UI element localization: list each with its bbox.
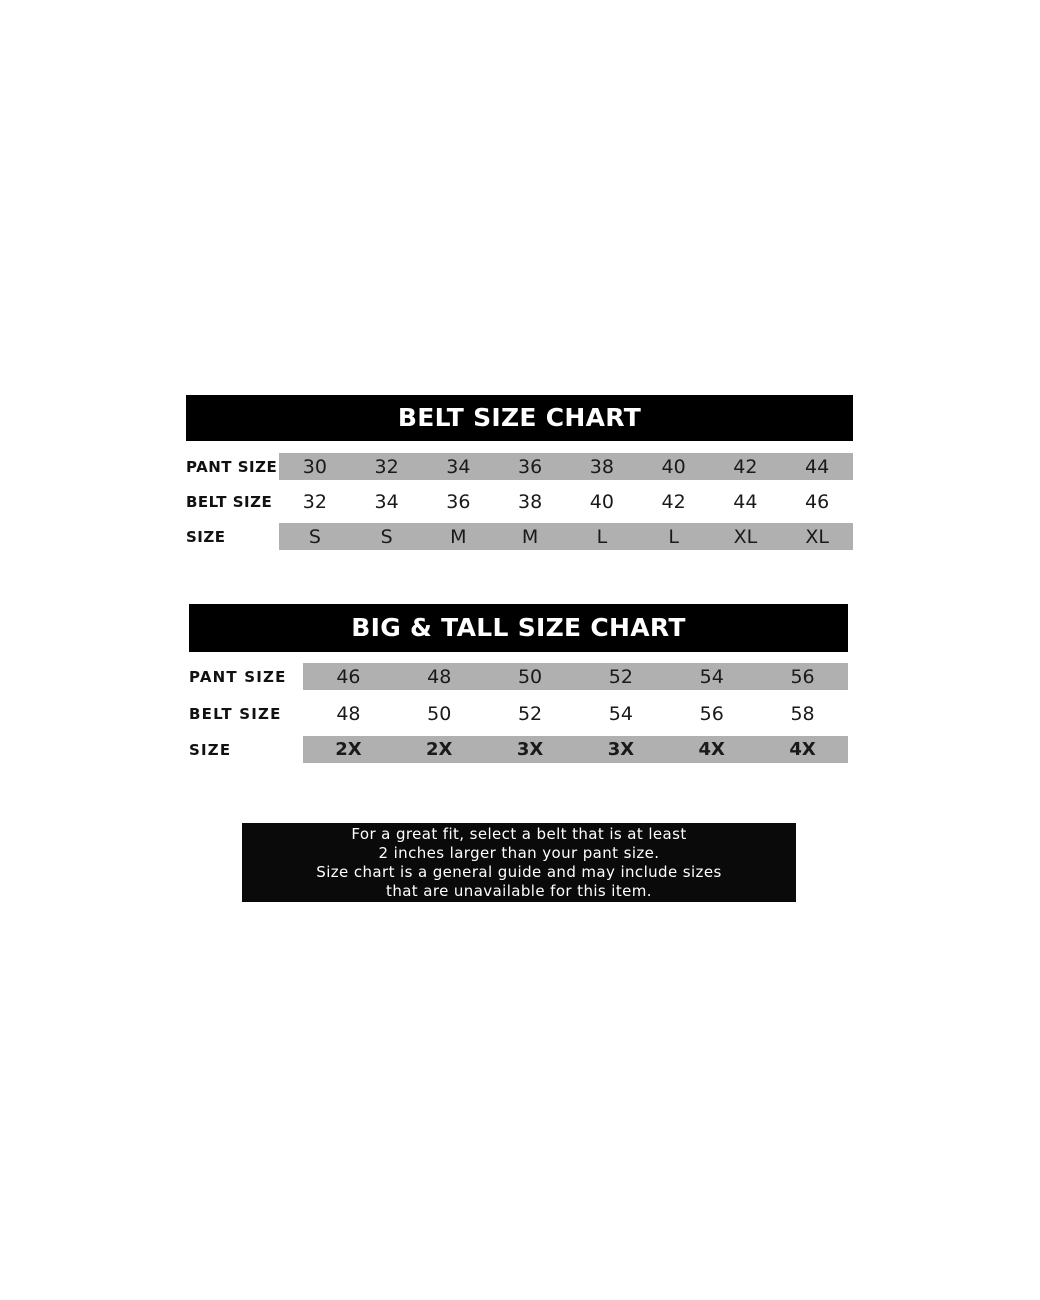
table-cell: 50	[517, 665, 543, 688]
table-cell: 34	[374, 490, 399, 513]
table-cell: 32	[302, 490, 327, 513]
table-cell: 52	[608, 665, 633, 688]
table-cell: 4X	[698, 739, 725, 760]
table-cell: 54	[608, 702, 633, 725]
row-label: BELT SIZE	[189, 704, 282, 723]
table-cell: 38	[518, 490, 543, 513]
row-label: SIZE	[189, 740, 232, 759]
table-cell: 34	[446, 455, 471, 478]
table-cell: 56	[699, 702, 724, 725]
table-cell: M	[521, 525, 539, 548]
big-tall-size-chart	[189, 604, 848, 763]
table-cell: 2X	[426, 739, 453, 760]
row-label: BELT SIZE	[186, 492, 273, 511]
table-cell: 40	[589, 490, 614, 513]
row-label: PANT SIZE	[186, 457, 278, 476]
note-line: For a great fit, select a belt that is at least	[351, 824, 687, 843]
table-cell: 58	[790, 702, 815, 725]
table-cell: 48	[336, 702, 361, 725]
big-tall-size-chart-title: BIG & TALL SIZE CHART	[189, 604, 848, 652]
table-cell: 54	[699, 665, 724, 688]
size-row	[189, 736, 848, 763]
belt-size-row	[189, 700, 848, 727]
table-cell: 44	[733, 490, 758, 513]
note-line: 2 inches larger than your pant size.	[378, 843, 660, 862]
table-cell: S	[380, 525, 393, 548]
pant-size-row	[189, 663, 848, 690]
table-cell: 42	[733, 455, 758, 478]
table-cell: 3X	[516, 739, 544, 760]
table-cell: 4X	[789, 739, 816, 760]
row-values	[279, 523, 853, 550]
table-cell: 46	[336, 665, 361, 688]
fit-note-box	[242, 823, 796, 902]
table-cell: S	[308, 525, 321, 548]
row-values	[303, 736, 848, 763]
belt-size-row	[186, 488, 853, 515]
table-cell: L	[668, 525, 679, 548]
table-cell: 40	[661, 455, 686, 478]
table-cell: 46	[805, 490, 830, 513]
table-cell: 50	[427, 702, 452, 725]
table-cell: M	[450, 525, 467, 548]
note-line: that are unavailable for this item.	[386, 881, 652, 900]
row-values	[279, 453, 853, 480]
size-row	[186, 523, 853, 550]
row-label: PANT SIZE	[189, 667, 287, 686]
belt-size-chart	[186, 395, 853, 550]
belt-size-chart-title: BELT SIZE CHART	[186, 395, 853, 441]
table-cell: XL	[805, 525, 829, 548]
table-cell: 42	[661, 490, 686, 513]
row-label: SIZE	[186, 527, 226, 546]
row-values	[279, 488, 853, 515]
table-cell: 56	[790, 665, 815, 688]
table-cell: 32	[374, 455, 399, 478]
table-cell: 3X	[607, 739, 635, 760]
table-cell: 2X	[335, 739, 362, 760]
row-values	[303, 700, 848, 727]
row-values	[303, 663, 848, 690]
table-cell: 36	[518, 455, 543, 478]
table-cell: 52	[517, 702, 543, 725]
table-cell: L	[596, 525, 608, 548]
table-cell: 30	[302, 455, 327, 478]
table-cell: 44	[805, 455, 830, 478]
table-cell: 36	[446, 490, 471, 513]
table-cell: 48	[427, 665, 452, 688]
note-line: Size chart is a general guide and may include sizes	[316, 862, 722, 881]
table-cell: 38	[589, 455, 614, 478]
table-cell: XL	[733, 525, 758, 548]
pant-size-row	[186, 453, 853, 480]
